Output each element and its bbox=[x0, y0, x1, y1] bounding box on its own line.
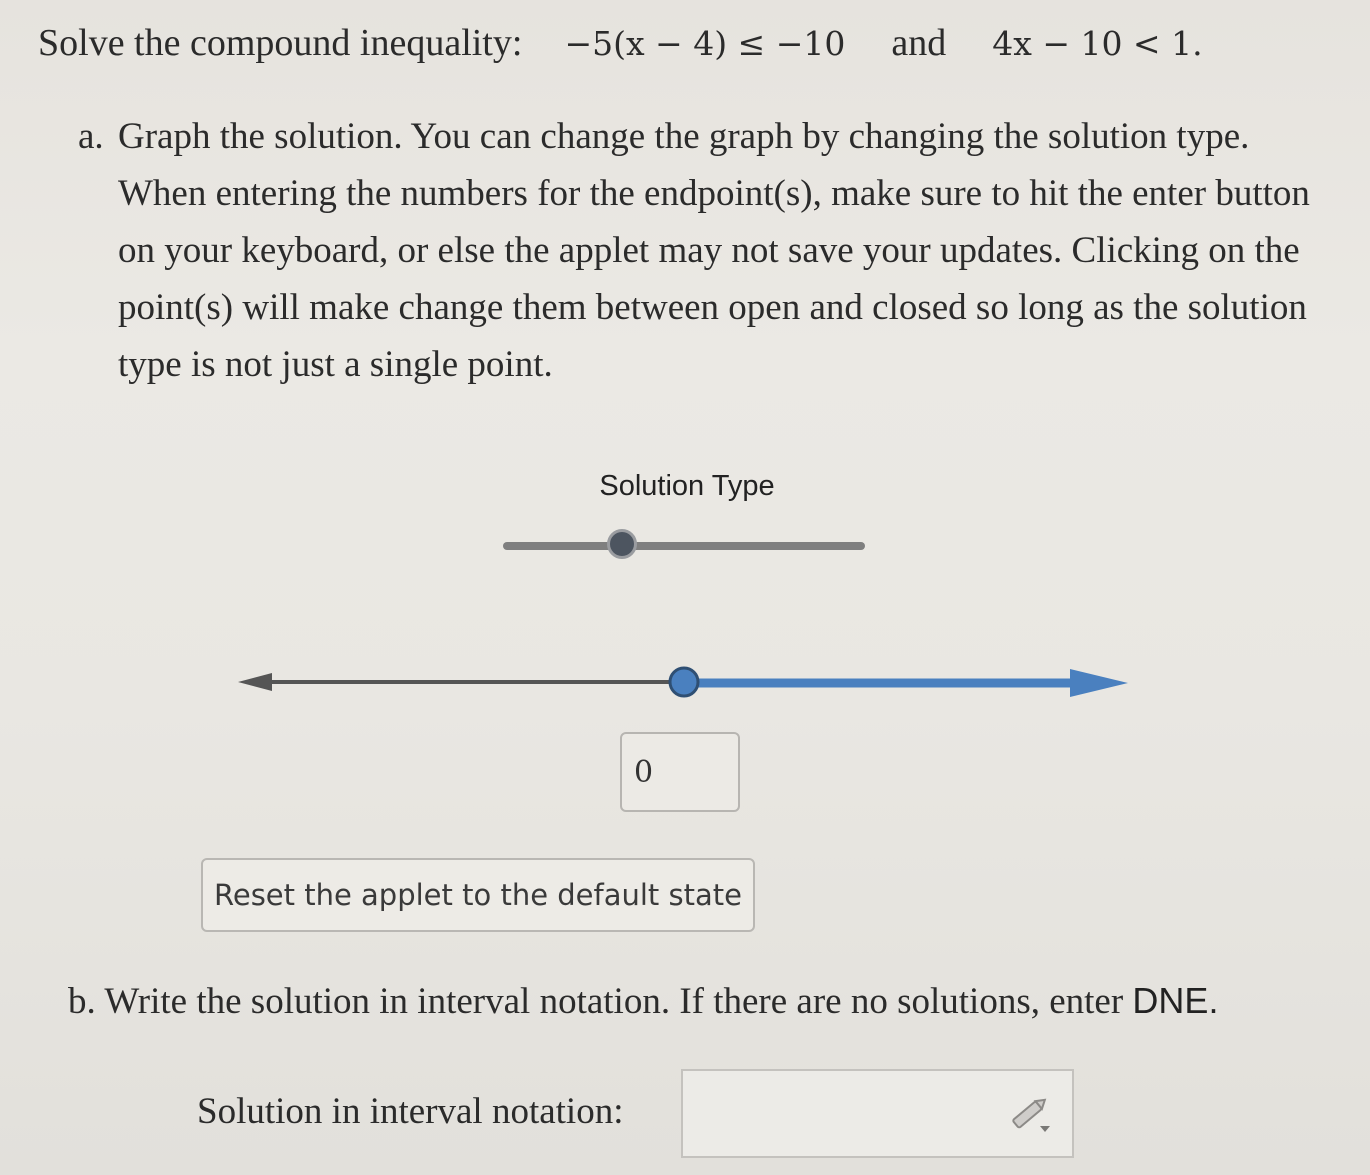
solution-type-slider-track[interactable] bbox=[503, 542, 865, 550]
conjunction: and bbox=[891, 22, 947, 64]
solution-type-slider-knob[interactable] bbox=[607, 529, 637, 559]
inequality-1: −5(x − 4) ≤ −10 bbox=[564, 24, 846, 63]
right-arrow-icon bbox=[1070, 669, 1128, 697]
part-a-marker: a. bbox=[78, 116, 104, 157]
inequality-2: 4x − 10 < 1. bbox=[992, 24, 1203, 63]
problem-statement bbox=[38, 12, 1338, 82]
part-b-marker: b. bbox=[68, 981, 96, 1022]
pencil-icon[interactable] bbox=[1008, 1094, 1054, 1134]
reset-applet-button[interactable]: Reset the applet to the default state bbox=[201, 858, 755, 932]
left-arrow-icon bbox=[238, 673, 272, 691]
part-b-text: Write the solution in interval notation. If there are no solutions, enter bbox=[104, 981, 1124, 1022]
part-a-text: Graph the solution. You can change the graph by changing the solution type. When entering the numbers for the endpoint(s), make sure to hit the enter button on your keyboard, or else the applet may not save your updates. Clicking on the point(s) will make change them between open and closed so long as the solution type is not just a single point. bbox=[118, 116, 1310, 385]
solution-type-label: Solution Type bbox=[599, 470, 775, 502]
endpoint-point[interactable] bbox=[670, 668, 698, 696]
number-line-graph bbox=[238, 660, 1138, 710]
interval-notation-label: Solution in interval notation: bbox=[197, 1091, 624, 1132]
problem-lead: Solve the compound inequality: bbox=[38, 22, 523, 64]
part-a-instructions bbox=[78, 108, 1328, 393]
endpoint-input[interactable] bbox=[620, 732, 740, 812]
part-b-instructions bbox=[68, 975, 1358, 1028]
dne-keyword: DNE bbox=[1132, 980, 1209, 1021]
part-b-period: . bbox=[1208, 980, 1219, 1021]
